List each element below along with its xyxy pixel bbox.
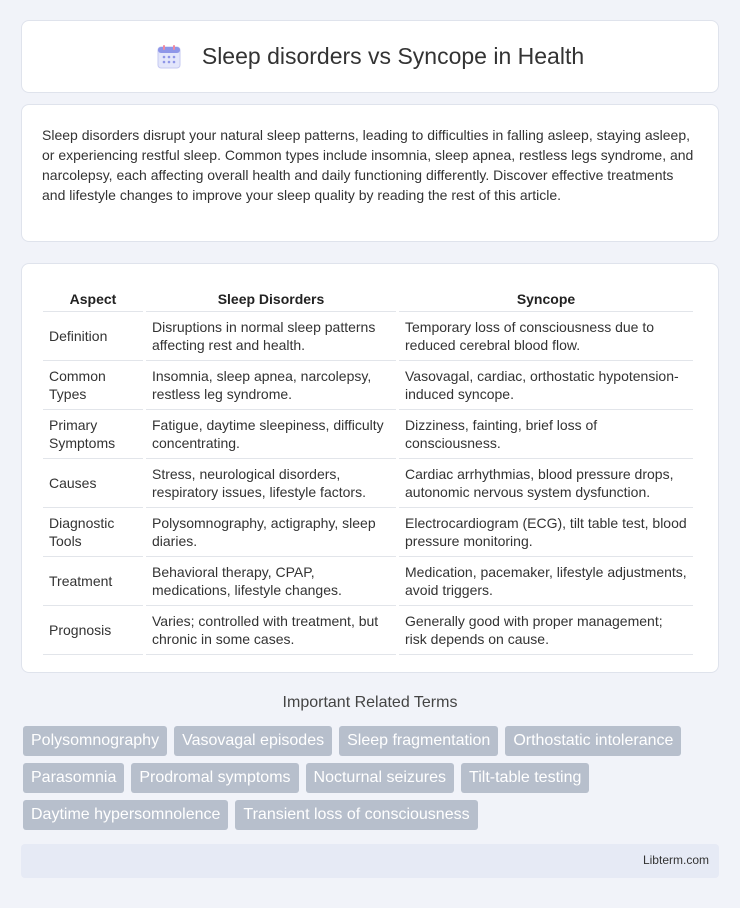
- table-row: [43, 459, 693, 508]
- row-aspect: Primary Symptoms: [43, 410, 143, 459]
- row-syncope: Electrocardiogram (ECG), tilt table test, blood pressure monitoring.: [399, 508, 693, 557]
- row-syncope: Generally good with proper management; risk depends on cause.: [399, 606, 693, 655]
- header-aspect: Aspect: [43, 284, 143, 312]
- related-terms-tags: [23, 726, 723, 830]
- comparison-table: [40, 284, 696, 655]
- row-aspect: Common Types: [43, 361, 143, 410]
- footer: [21, 844, 719, 878]
- row-aspect: Treatment: [43, 557, 143, 606]
- tag-parasomnia[interactable]: Parasomnia: [23, 763, 124, 793]
- row-sleep-disorders: Stress, neurological disorders, respiratory issues, lifestyle factors.: [146, 459, 396, 508]
- row-syncope: Medication, pacemaker, lifestyle adjustments, avoid triggers.: [399, 557, 693, 606]
- row-aspect: Definition: [43, 312, 143, 361]
- header-syncope: Syncope: [399, 284, 693, 312]
- tag-tilt-table-testing[interactable]: Tilt-table testing: [461, 763, 589, 793]
- table-row: [43, 410, 693, 459]
- page-title: Sleep disorders vs Syncope in Health: [201, 43, 585, 69]
- row-syncope: Vasovagal, cardiac, orthostatic hypotension-induced syncope.: [399, 361, 693, 410]
- row-sleep-disorders: Fatigue, daytime sleepiness, difficulty concentrating.: [146, 410, 396, 459]
- row-aspect: Prognosis: [43, 606, 143, 655]
- table-header-row: [43, 284, 693, 312]
- tag-daytime-hypersomnolence[interactable]: Daytime hypersomnolence: [23, 800, 228, 830]
- table-row: [43, 508, 693, 557]
- header: [22, 21, 718, 92]
- row-aspect: Causes: [43, 459, 143, 508]
- table-row: [43, 312, 693, 361]
- row-syncope: Temporary loss of consciousness due to reduced cerebral blood flow.: [399, 312, 693, 361]
- related-terms-title: Important Related Terms: [282, 694, 458, 711]
- row-aspect: Diagnostic Tools: [43, 508, 143, 557]
- intro-paragraph: Sleep disorders disrupt your natural sleep patterns, leading to difficulties in falling asleep, staying asleep, or experiencing restful sleep. Common types include insomnia, sleep apnea, restless legs syndrome, and narcolepsy, each affecting overall health and daily functioning differently. Discover effective treatments and lifestyle changes to improve your sleep quality by reading the rest of this article.: [42, 127, 694, 203]
- row-sleep-disorders: Varies; controlled with treatment, but chronic in some cases.: [146, 606, 396, 655]
- row-sleep-disorders: Disruptions in normal sleep patterns affecting rest and health.: [146, 312, 396, 361]
- row-syncope: Cardiac arrhythmias, blood pressure drops, autonomic nervous system dysfunction.: [399, 459, 693, 508]
- footer-site-link[interactable]: Libterm.com: [642, 853, 709, 867]
- header-sleep-disorders: Sleep Disorders: [146, 284, 396, 312]
- row-syncope: Dizziness, fainting, brief loss of consciousness.: [399, 410, 693, 459]
- tag-polysomnography[interactable]: Polysomnography: [23, 726, 167, 756]
- row-sleep-disorders: Insomnia, sleep apnea, narcolepsy, restless leg syndrome.: [146, 361, 396, 410]
- row-sleep-disorders: Polysomnography, actigraphy, sleep diaries.: [146, 508, 396, 557]
- header-card: [21, 20, 719, 93]
- tag-nocturnal-seizures[interactable]: Nocturnal seizures: [306, 763, 455, 793]
- table-row: [43, 361, 693, 410]
- tag-sleep-fragmentation[interactable]: Sleep fragmentation: [339, 726, 498, 756]
- tag-orthostatic-intolerance[interactable]: Orthostatic intolerance: [505, 726, 681, 756]
- table-row: [43, 606, 693, 655]
- tag-prodromal-symptoms[interactable]: Prodromal symptoms: [131, 763, 298, 793]
- row-sleep-disorders: Behavioral therapy, CPAP, medications, lifestyle changes.: [146, 557, 396, 606]
- comparison-table-card: [21, 263, 719, 673]
- calendar-icon: [156, 44, 182, 70]
- tag-transient-loss-of-consciousness[interactable]: Transient loss of consciousness: [235, 800, 477, 830]
- tag-vasovagal-episodes[interactable]: Vasovagal episodes: [174, 726, 332, 756]
- intro-card: [21, 104, 719, 242]
- table-row: [43, 557, 693, 606]
